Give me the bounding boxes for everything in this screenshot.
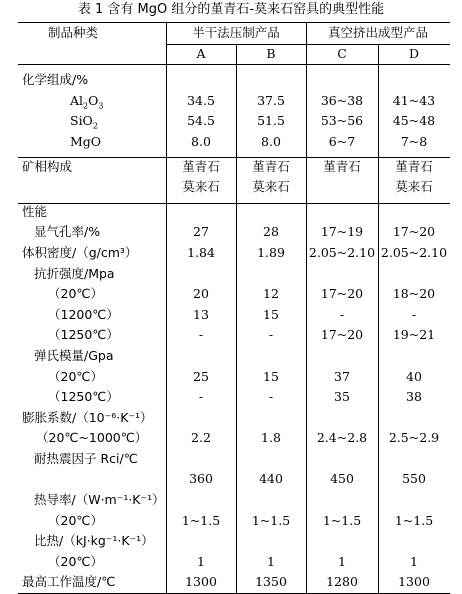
row-label: 耐热震因子 Rci/℃: [34, 450, 138, 466]
table-cell: 1280: [326, 574, 358, 590]
table-cell: 2.2: [191, 430, 211, 446]
table-cell: 27: [193, 224, 209, 240]
table-cell: 2.5~2.9: [388, 430, 440, 446]
table-cell: 莫来石: [252, 179, 290, 195]
table-cell: 25: [193, 368, 209, 384]
row-label: 弹氏模量/Gpa: [34, 347, 114, 363]
table-cell: 53~56: [320, 113, 364, 129]
table-cell: 8.0: [191, 133, 211, 149]
table-cell: 1~1.5: [251, 512, 291, 528]
row-sublabel: （1250℃）: [48, 389, 119, 405]
header-col-d: D: [408, 45, 420, 61]
header-col-b: B: [266, 45, 276, 61]
row-label: 膨胀系数/（10⁻⁶·K⁻¹）: [22, 409, 153, 425]
table-cell: 1.8: [261, 430, 281, 446]
table-cell: 41~43: [392, 92, 436, 108]
table-cell: 450: [330, 471, 354, 487]
table-cell: 45~48: [392, 113, 436, 129]
row-label: 显气孔率/%: [34, 224, 101, 240]
table-cell: 360: [189, 471, 213, 487]
table-cell: 2.4~2.8: [316, 430, 368, 446]
table-row: [18, 346, 450, 367]
table-cell: -: [198, 327, 204, 343]
section-title-chem: [18, 70, 450, 91]
row-sublabel: （20℃~1000℃）: [36, 430, 148, 446]
table-row: [18, 264, 450, 285]
table-row: [18, 157, 450, 178]
table-cell: 莫来石: [182, 179, 220, 195]
table-cell: 堇青石: [182, 158, 220, 174]
table-cell: 17~20: [320, 286, 364, 302]
section-rule: [18, 157, 450, 158]
table-cell: 2.05~2.10: [380, 244, 448, 260]
row-sublabel: （20℃）: [48, 553, 103, 569]
table-cell: 35: [334, 389, 350, 405]
table-row: [18, 243, 450, 264]
mineral-title: 矿相构成: [22, 158, 73, 174]
chem-label-al2o3: $Al_2O_3$: [70, 92, 104, 111]
table-cell: 17~20: [320, 327, 364, 343]
header-row-codes: [18, 44, 450, 65]
table-cell: 1: [197, 553, 205, 569]
row-label: 最高工作温度/℃: [22, 574, 116, 590]
table-cell: 19~21: [392, 327, 436, 343]
row-label: 抗折强度/Mpa: [34, 265, 115, 281]
table-caption: 表 1 含有 MgO 组分的堇青石-莫来石窑具的典型性能: [77, 2, 385, 17]
table-row: [18, 305, 450, 326]
table-row: [18, 531, 450, 552]
table-cell: 6~7: [328, 133, 356, 149]
table-row: [18, 284, 450, 305]
header-category: 制品种类: [48, 25, 99, 40]
table-cell: 1~1.5: [394, 512, 434, 528]
table-row: [18, 449, 450, 470]
table-cell: 莫来石: [395, 179, 433, 195]
table-cell: 1: [410, 553, 418, 569]
row-sublabel: （20℃）: [48, 286, 103, 302]
row-sublabel: （20℃）: [48, 512, 103, 528]
row-label: 体积密度/（g/cm³）: [22, 244, 138, 260]
table-cell: 20: [193, 286, 209, 302]
table-row: [18, 511, 450, 532]
table-cell: 17~20: [392, 224, 436, 240]
table-cell: 堇青石: [252, 158, 290, 174]
table-row: [18, 91, 450, 112]
table-cell: 2.05~2.10: [308, 244, 376, 260]
table-cell: -: [268, 327, 274, 343]
table-row: [18, 552, 450, 573]
table-cell: 34.5: [187, 92, 215, 108]
table-cell: 550: [402, 471, 426, 487]
table-cell: -: [268, 389, 274, 405]
table-row: [18, 387, 450, 408]
header-row-groups: [18, 23, 450, 44]
props-title: 性能: [22, 203, 48, 219]
table-row: [18, 408, 450, 429]
chem-title: 化学组成/%: [22, 72, 89, 88]
header-col-a: A: [196, 45, 206, 61]
table-cell: 1350: [255, 574, 287, 590]
table-cell: 38: [406, 389, 422, 405]
table-row: [18, 222, 450, 243]
table-row: [18, 367, 450, 388]
table-cell: 1: [267, 553, 275, 569]
table-row: [18, 111, 450, 132]
table-cell: 37.5: [257, 92, 285, 108]
table-cell: 37: [334, 368, 350, 384]
table-cell: 1~1.5: [322, 512, 362, 528]
table-cell: 54.5: [187, 113, 215, 129]
header-col-c: C: [337, 45, 347, 61]
table-cell: 18~20: [392, 286, 436, 302]
column-divider: [166, 23, 167, 593]
table-row: [18, 132, 450, 153]
chem-label-sio2: SiO$_2$: [70, 113, 98, 131]
table-cell: 40: [406, 368, 422, 384]
table-cell: -: [411, 306, 417, 322]
table-row: [18, 572, 450, 593]
table-cell: 15: [263, 306, 279, 322]
table-row: [18, 469, 450, 490]
table-cell: 12: [263, 286, 279, 302]
group-rule: [166, 44, 450, 45]
table-cell: -: [339, 306, 345, 322]
table-cell: 1: [338, 553, 346, 569]
header-rule: [18, 64, 450, 65]
table-cell: 1300: [185, 574, 217, 590]
table-cell: 17~19: [320, 224, 364, 240]
row-label: 热导率/（W·m⁻¹·K⁻¹）: [34, 492, 165, 508]
chem-label-mgo: MgO: [70, 133, 102, 149]
header-group-vacuum: 真空挤出成型产品: [327, 25, 428, 40]
table-row: [18, 490, 450, 511]
table-cell: 堇青石: [323, 158, 361, 174]
header-group-semidry: 半干法压制产品: [192, 25, 280, 40]
table-row: [18, 177, 450, 198]
column-divider: [378, 44, 379, 593]
table-cell: -: [198, 389, 204, 405]
table-cell: 13: [193, 306, 209, 322]
column-divider: [236, 44, 237, 593]
column-divider: [306, 23, 307, 593]
table-cell: 28: [263, 224, 279, 240]
table-row: [18, 325, 450, 346]
table-cell: 51.5: [257, 113, 285, 129]
section-rule: [18, 203, 450, 204]
table-cell: 1.84: [187, 244, 215, 260]
row-sublabel: （20℃）: [48, 368, 103, 384]
table-cell: 15: [263, 368, 279, 384]
table-cell: 堇青石: [395, 158, 433, 174]
table-row: [18, 428, 450, 449]
table-cell: 1~1.5: [181, 512, 221, 528]
table-cell: 1300: [398, 574, 430, 590]
row-sublabel: （1250℃）: [48, 327, 119, 343]
table-cell: 1.89: [257, 244, 285, 260]
table-cell: 440: [259, 471, 283, 487]
properties-table: [18, 22, 450, 594]
section-title-props: [18, 202, 450, 223]
table-cell: 36~38: [320, 92, 364, 108]
table-cell: 8.0: [261, 133, 281, 149]
row-sublabel: （1200℃）: [48, 306, 119, 322]
table-cell: 7~8: [400, 133, 428, 149]
row-label: 比热/（kJ·kg⁻¹·K⁻¹）: [34, 533, 154, 549]
